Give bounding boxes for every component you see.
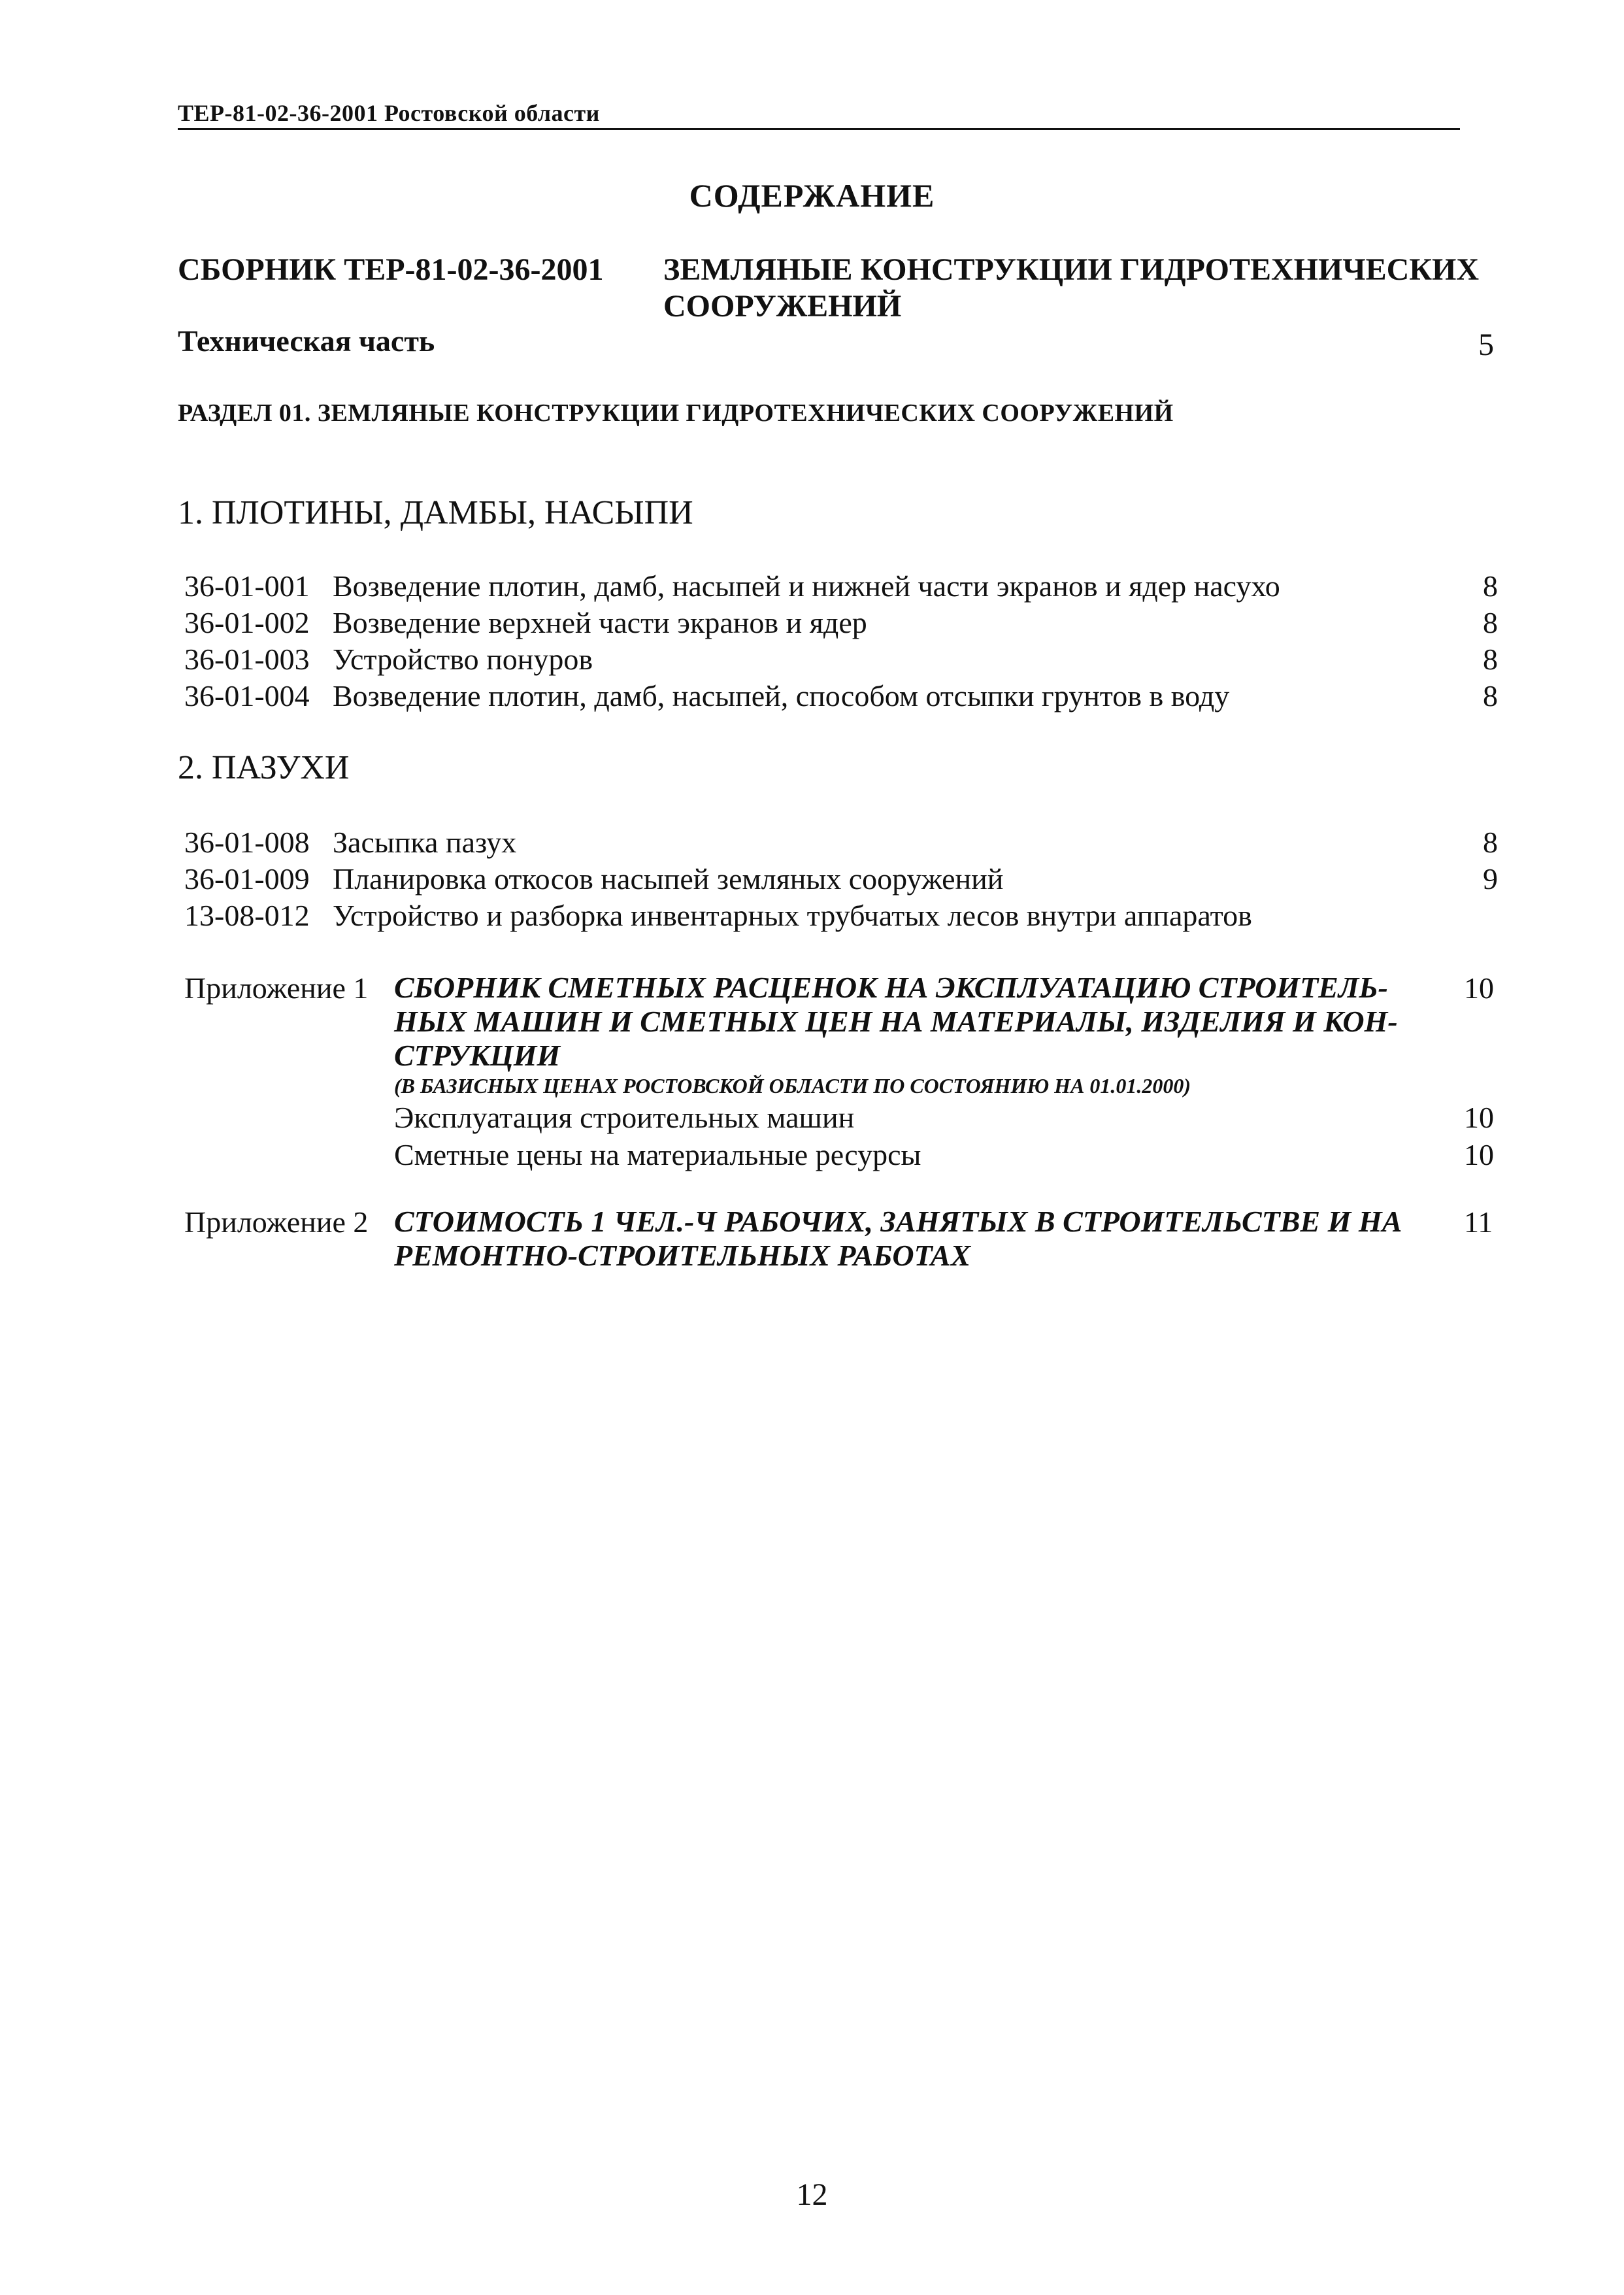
entry-description: Возведение плотин, дамб, насыпей, способом отсыпки грунтов в воду bbox=[333, 679, 1230, 712]
appendix-title: СТОИМОСТЬ 1 ЧЕЛ.-Ч РАБОЧИХ, ЗАНЯТЫХ В СТРОИТЕЛЬСТВЕ И НА РЕМОНТНО-СТРОИТЕЛЬНЫХ РАБОТАХ bbox=[394, 1205, 1402, 1272]
technical-part-page: 5 bbox=[1478, 327, 1494, 362]
appendix-label: Приложение 2 bbox=[184, 1205, 369, 1239]
appendix-item-label: Эксплуатация строительных машин bbox=[394, 1101, 855, 1134]
entry-code: 13-08-012 bbox=[184, 899, 310, 932]
entry-page: 8 bbox=[1483, 679, 1498, 712]
toc-entry bbox=[178, 569, 1498, 605]
technical-part-label: Техническая часть bbox=[178, 324, 435, 358]
toc-entry bbox=[178, 898, 1498, 935]
toc-entry bbox=[178, 605, 1498, 642]
entry-code: 36-01-001 bbox=[184, 569, 310, 603]
subsection-title: 1. ПЛОТИНЫ, ДАМБЫ, НАСЫПИ bbox=[178, 494, 693, 531]
entry-page: 8 bbox=[1483, 826, 1498, 859]
running-header: ТЕР-81-02-36-2001 Ростовской области bbox=[178, 99, 1460, 130]
collection-title: ЗЕМЛЯНЫЕ КОНСТРУКЦИИ ГИДРОТЕХНИЧЕСКИХ СООРУЖЕНИЙ bbox=[663, 252, 1480, 324]
entry-code: 36-01-004 bbox=[184, 679, 310, 712]
appendix-title: СБОРНИК СМЕТНЫХ РАСЦЕНОК НА ЭКСПЛУАТАЦИЮ СТРОИТЕЛЬ-НЫХ МАШИН И СМЕТНЫХ ЦЕН НА МАТЕРИАЛЫ, ИЗДЕЛИЯ И КОН-СТРУКЦИИ bbox=[394, 971, 1398, 1072]
entry-description: Устройство понуров bbox=[333, 643, 593, 676]
entry-code: 36-01-008 bbox=[184, 826, 310, 859]
appendix-page: 11 bbox=[1464, 1205, 1493, 1239]
entry-description: Возведение плотин, дамб, насыпей и нижней части экранов и ядер насухо bbox=[333, 569, 1280, 603]
entry-code: 36-01-009 bbox=[184, 862, 310, 896]
appendix-label: Приложение 1 bbox=[184, 971, 369, 1005]
entry-description: Засыпка пазух bbox=[333, 826, 517, 859]
appendix-item-label: Сметные цены на материальные ресурсы bbox=[394, 1138, 921, 1171]
page-number: 12 bbox=[796, 2177, 828, 2212]
entry-page: 9 bbox=[1483, 862, 1498, 896]
toc-entry bbox=[178, 678, 1498, 715]
toc-entry bbox=[178, 642, 1498, 678]
entry-description: Устройство и разборка инвентарных трубчатых лесов внутри аппаратов bbox=[333, 899, 1252, 932]
subsection-title: 2. ПАЗУХИ bbox=[178, 749, 350, 786]
appendix-item-page: 10 bbox=[1464, 1101, 1494, 1134]
toc-entry bbox=[178, 862, 1498, 898]
collection-label: СБОРНИК ТЕР-81-02-36-2001 bbox=[178, 252, 604, 287]
toc-entry bbox=[178, 825, 1498, 862]
section-heading: РАЗДЕЛ 01. ЗЕМЛЯНЫЕ КОНСТРУКЦИИ ГИДРОТЕХНИЧЕСКИХ СООРУЖЕНИЙ bbox=[178, 399, 1174, 427]
entry-code: 36-01-003 bbox=[184, 643, 310, 676]
entry-code: 36-01-002 bbox=[184, 606, 310, 639]
appendix-subtitle: (В БАЗИСНЫХ ЦЕНАХ РОСТОВСКОЙ ОБЛАСТИ ПО СОСТОЯНИЮ НА 01.01.2000) bbox=[394, 1074, 1191, 1097]
entry-page: 8 bbox=[1483, 643, 1498, 676]
entry-description: Планировка откосов насыпей земляных сооружений bbox=[333, 862, 1004, 896]
page-title: СОДЕРЖАНИЕ bbox=[689, 177, 935, 214]
appendix-item-page: 10 bbox=[1464, 1138, 1494, 1171]
entry-page: 8 bbox=[1483, 569, 1498, 603]
appendix-page: 10 bbox=[1464, 971, 1494, 1005]
entry-description: Возведение верхней части экранов и ядер bbox=[333, 606, 867, 639]
entry-page: 8 bbox=[1483, 606, 1498, 639]
